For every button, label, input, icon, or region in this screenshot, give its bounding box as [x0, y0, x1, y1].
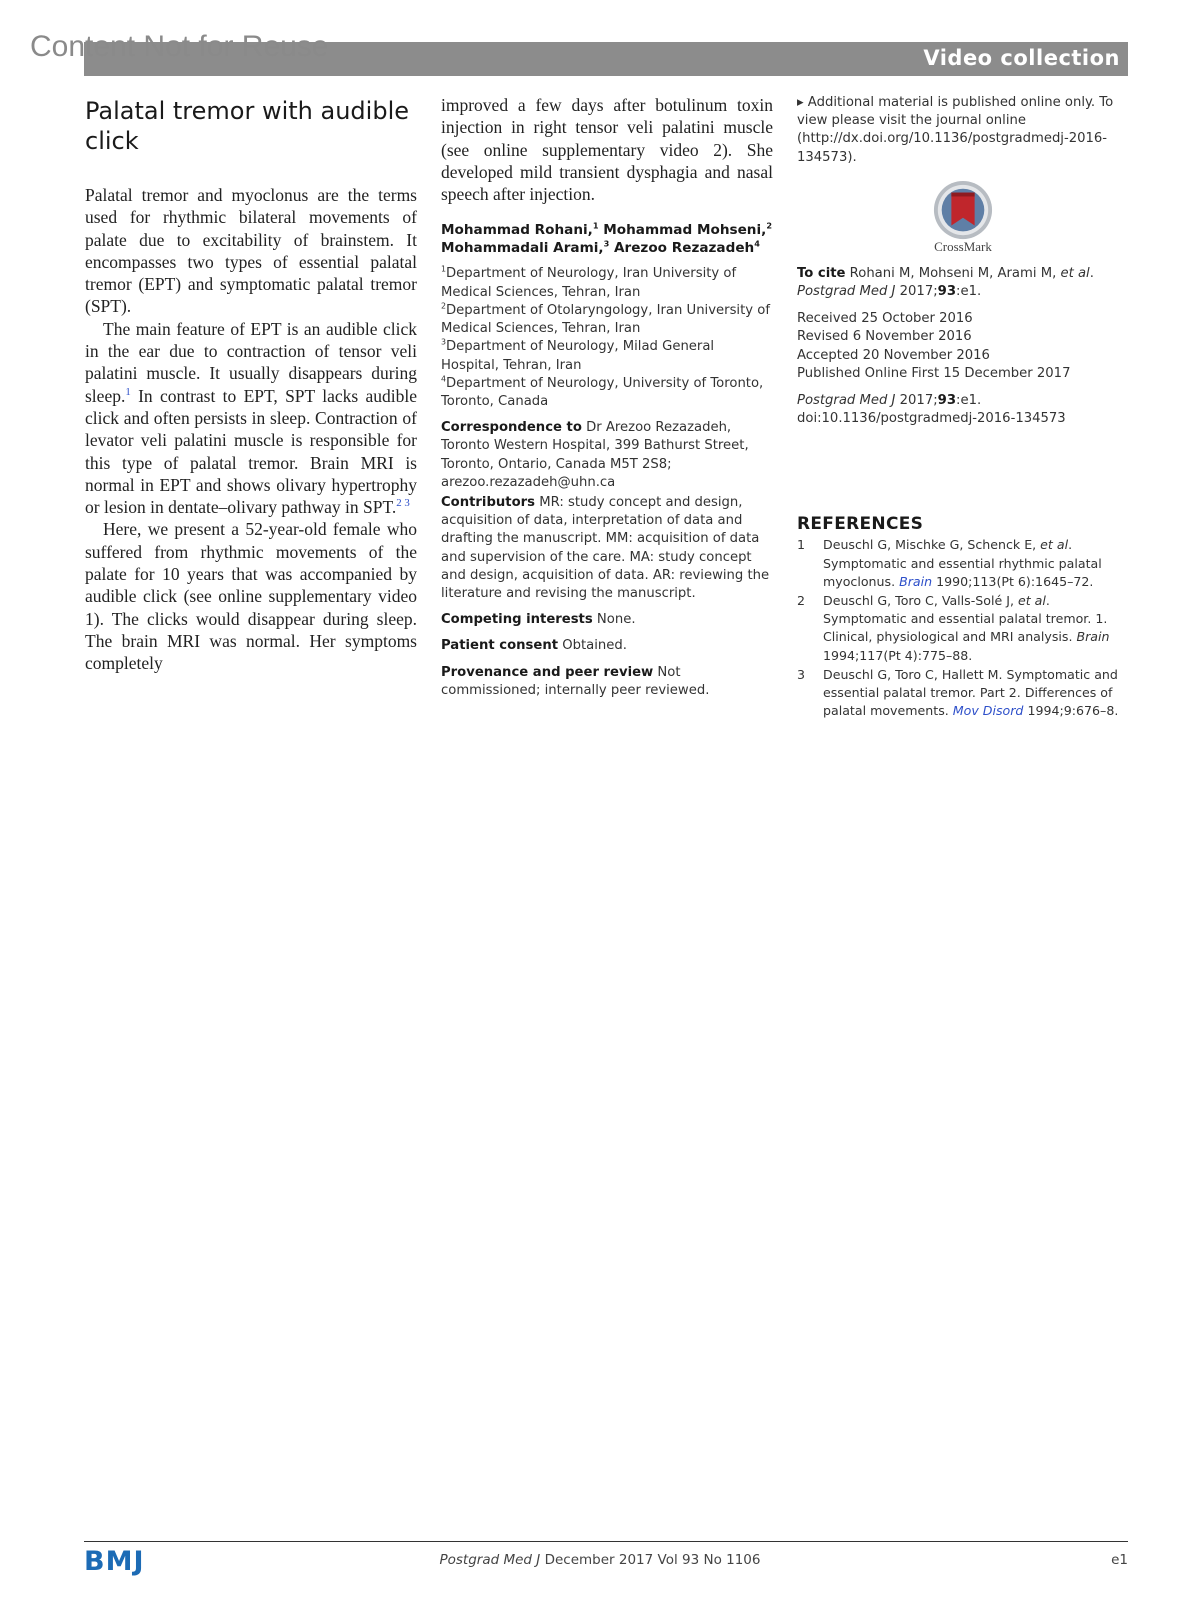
reference-item: 2 Deuschl G, Toro C, Valls-Solé J, et al. Symptomatic and essential palatal tremor. 1. Clinical, physiological and MRI analysis. Brain 1994;117(Pt 4):775–88.	[797, 593, 1110, 663]
column-2	[441, 94, 773, 700]
watermark: Content Not for Reuse	[30, 30, 329, 63]
body-paragraph-1: Palatal tremor and myoclonus are the terms used for rhythmic bilateral movements of palate due to excitability of brainstem. It encompasses two types of essential palatal tremor (EPT) and symptomatic palatal tremor (SPT).	[85, 185, 417, 317]
reference-item: 3 Deuschl G, Toro C, Hallett M. Symptomatic and essential palatal tremor. Part 2. Differences of palatal movements. Mov Disord 1994;9:676–8.	[797, 666, 1119, 719]
supplementary-note[interactable]: ▸ Additional material is published online only. To view please visit the journal online (http://dx.doi.org/10.1136/postgradmedj-2016-134573).	[797, 95, 1114, 165]
affiliation-4: $^4$Department of Neurology, University of Toronto, Toronto, Canada	[441, 374, 764, 409]
correspondence: Correspondence to Dr Arezoo Rezazadeh, Toronto Western Hospital, 399 Bathurst Street, Toronto, Ontario, Canada M5T 2S8; arezoo.rezazadeh@uhn.ca	[441, 420, 749, 490]
reference-journal-link[interactable]: Mov Disord	[952, 703, 1024, 719]
crossmark-label: CrossMark	[934, 238, 992, 254]
affiliations	[441, 265, 773, 411]
references-heading: REFERENCES	[797, 514, 924, 535]
doi-link[interactable]: doi:10.1136/postgradmedj-2016-134573	[797, 411, 1066, 427]
reference-list	[797, 536, 1129, 720]
affiliation-1: $^1$Department of Neurology, Iran University of Medical Sciences, Tehran, Iran	[441, 265, 737, 300]
article-title: Palatal tremor with audible click	[85, 97, 409, 155]
reference-item: 1 Deuschl G, Mischke G, Schenck E, et al. Symptomatic and essential rhythmic palatal myoclonus. Brain 1990;113(Pt 6):1645–72.	[797, 537, 1102, 589]
article-dates: Received 25 October 2016 Revised 6 November 2016 Accepted 20 November 2016 Published Online First 15 December 2017	[797, 311, 1071, 381]
contributors: Contributors MR: study concept and design, acquisition of data, interpretation of data and drafting the manuscript. MM: acquisition of data and supervision of the care. MA: study concept and design, acquisition of data. AR: reviewing the literature and revising the manuscript.	[441, 494, 770, 601]
page-number: e1	[1111, 1552, 1128, 1568]
bmj-logo: BMJ	[84, 1546, 145, 1577]
patient-consent: Patient consent Obtained.	[441, 638, 627, 654]
affiliation-2: $^2$Department of Otolaryngology, Iran University of Medical Sciences, Tehran, Iran	[441, 301, 770, 337]
cite-block: To cite Rohani M, Mohseni M, Arami M, et al. Postgrad Med J 2017;93:e1.	[797, 265, 1094, 300]
reference-link-2-3[interactable]: 2 3	[396, 497, 410, 510]
section-label: Video collection	[923, 46, 1120, 70]
body-paragraph-4: improved a few days after botulinum toxin injection in right tensor veli palatini muscle (see online supplementary video 2). She developed mild transient dysphagia and nasal speech after injection.	[441, 95, 773, 205]
footer-journal-info: Postgrad Med J December 2017 Vol 93 No 1106	[439, 1552, 761, 1568]
crossmark-logo-icon[interactable]	[932, 179, 994, 241]
competing-interests: Competing interests None.	[441, 612, 636, 628]
column-1	[85, 94, 417, 675]
author-list: Mohammad Rohani,$^1$ Mohammad Mohseni,$^2$ Mohammadali Arami,$^3$ Arezoo Rezazadeh$^4$	[441, 220, 772, 257]
reference-journal-link[interactable]: Brain	[899, 573, 933, 589]
reference-link-1[interactable]: 1	[125, 385, 131, 398]
body-paragraph-3: Here, we present a 52-year-old female who suffered from rhythmic movements of the palate for 10 years that was accompanied by audible click (see online supplementary video 1). The clicks would disappear during sleep. The brain MRI was normal. Her symptoms completely	[85, 519, 417, 674]
body-paragraph-2: The main feature of EPT is an audible click in the ear due to contraction of tensor veli palatini muscle. It usually disappears during sleep.$^1$ In contrast to EPT, SPT lacks audible click and often persists in sleep. Contraction of levator veli palatini muscle is responsible for this type of palatal tremor. Brain MRI is normal in EPT and shows olivary hypertrophy or lesion in dentate–olivary pathway in SPT.$^{2 3}$	[85, 318, 417, 518]
citation-doi: Postgrad Med J 2017;93:e1. doi:10.1136/postgradmedj-2016-134573	[797, 392, 1129, 428]
column-3	[797, 94, 1129, 720]
affiliation-3: $^3$Department of Neurology, Milad General Hospital, Tehran, Iran	[441, 337, 715, 373]
provenance: Provenance and peer review Not commissioned; internally peer reviewed.	[441, 664, 710, 698]
footer-rule	[84, 1541, 1128, 1542]
